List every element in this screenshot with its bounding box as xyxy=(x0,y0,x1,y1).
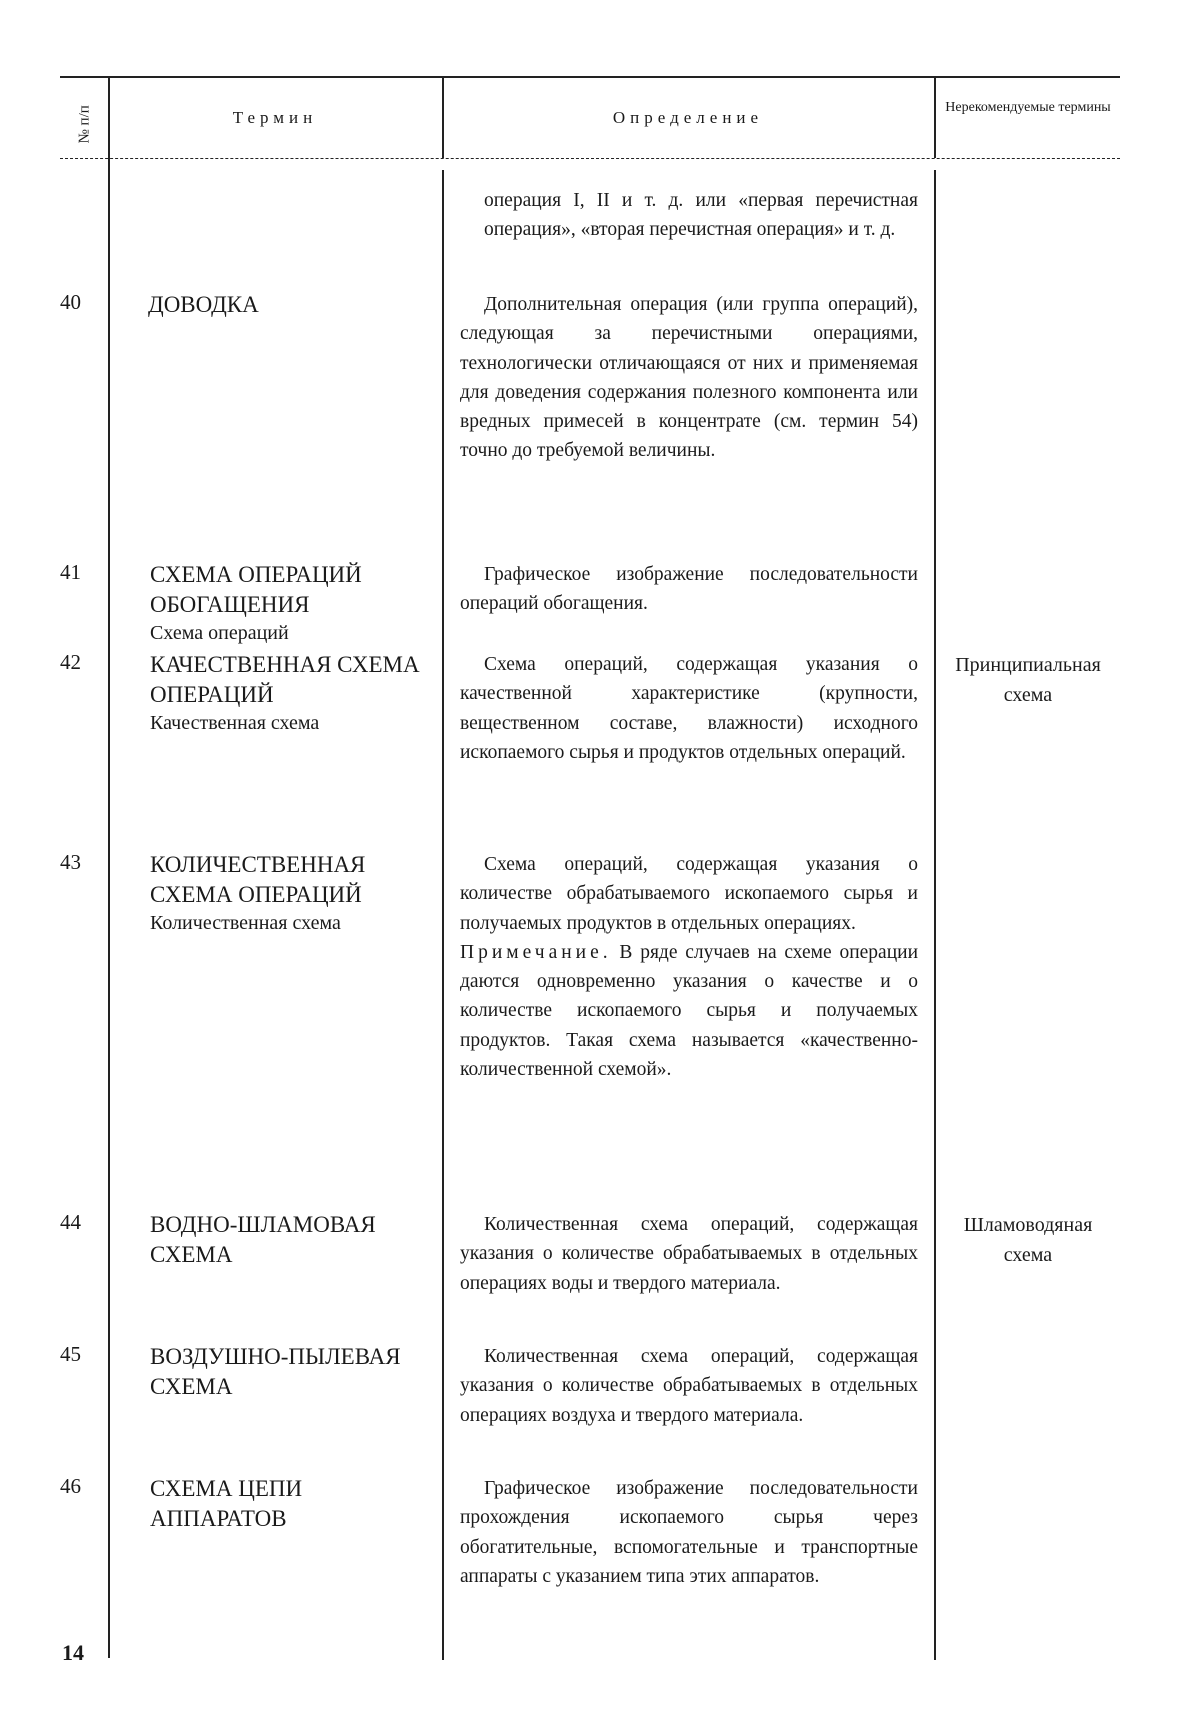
entry-term xyxy=(128,650,438,736)
term-synonym: Схема операций xyxy=(150,622,289,644)
entry-definition xyxy=(460,850,918,1084)
header-num: № п/п xyxy=(76,105,93,144)
entry-term xyxy=(128,560,438,646)
header-term: Термин xyxy=(232,108,318,127)
definition-text: Графическое изображение последовательности прохождения ископаемого сырья через обогатительные, вспомогательные и транспортные аппараты с указанием типа этих аппаратов. xyxy=(460,1478,918,1587)
entry-number: 40 xyxy=(60,290,81,314)
definition-text: Количественная схема операций, содержащая указания о количестве обрабатываемых в отдельных операциях воздуха и твердого материала. xyxy=(460,1346,918,1426)
entry-definition xyxy=(460,650,918,767)
entry-definition xyxy=(460,560,918,619)
definition-continuation xyxy=(460,186,918,245)
definition-text: Схема операций, содержащая указания о количестве обрабатываемого ископаемого сырья и получаемых продуктов в отдельных операциях. xyxy=(460,854,918,934)
entry-term xyxy=(128,1342,438,1402)
continuation-text: операция I, II и т. д. или «первая перечистная операция», «вторая перечистная операция» и т. д. xyxy=(484,190,918,241)
col-divider-def xyxy=(442,170,444,1660)
col-divider-def-header xyxy=(934,78,936,158)
entry-number: 45 xyxy=(60,1342,81,1366)
entry-definition xyxy=(460,1210,918,1298)
header-bottom-rule xyxy=(60,158,1120,159)
term-text: КАЧЕСТВЕННАЯ СХЕМА ОПЕРАЦИЙ xyxy=(150,652,420,707)
term-text: СХЕМА ЦЕПИ АППАРАТОВ xyxy=(150,1476,303,1531)
definition-text: Графическое изображение последовательности операций обогащения. xyxy=(460,564,918,615)
term-text: ВОЗДУШНО-ПЫЛЕВАЯ СХЕМА xyxy=(150,1344,401,1399)
entry-nonrecommended: Шламоводяная схема xyxy=(963,1214,1093,1266)
header-definition: Определение xyxy=(612,108,764,127)
entry-definition xyxy=(460,1474,918,1591)
entry-number: 46 xyxy=(60,1474,81,1498)
term-text: СХЕМА ОПЕРАЦИЙ ОБОГАЩЕНИЯ xyxy=(150,562,362,617)
header-nonrecommended: Нерекомендуемые термины xyxy=(945,100,1111,115)
page-number: 14 xyxy=(62,1640,84,1665)
definition-note xyxy=(460,938,918,1084)
definition-text: Схема операций, содержащая указания о качественной характеристике (крупности, вещественном составе, влажности) исходного ископаемого сырья и продуктов отдельных операций. xyxy=(460,654,918,763)
definition-text: Дополнительная операция (или группа операций), следующая за перечистными операциями, технологически отличающаяся от них и применяемая для доведения содержания полезного компонента или вредных примесей в концентрате (см. термин 54) точно до требуемой величины. xyxy=(460,294,918,462)
entry-number: 43 xyxy=(60,850,81,874)
term-text: КОЛИЧЕСТВЕННАЯ СХЕМА ОПЕРАЦИЙ xyxy=(150,852,366,907)
col-divider-num xyxy=(108,78,110,1658)
col-divider-nonrec xyxy=(934,170,936,1660)
entry-number: 44 xyxy=(60,1210,81,1234)
definition-text: Количественная схема операций, содержащая указания о количестве обрабатываемых в отдельных операциях воды и твердого материала. xyxy=(460,1214,918,1294)
entry-term xyxy=(128,290,458,320)
entry-definition xyxy=(460,290,918,466)
header-top-rule xyxy=(60,76,1120,78)
entry-number: 42 xyxy=(60,650,81,674)
entry-term xyxy=(128,1210,438,1270)
term-synonym: Количественная схема xyxy=(150,912,341,934)
entry-term xyxy=(128,850,438,936)
entry-term xyxy=(128,1474,438,1534)
term-synonym: Качественная схема xyxy=(150,712,320,734)
note-text: В ряде случаев на схеме операции даются одновременно указания о качестве и о количестве ископаемого сырья и получаемых продуктов. Такая схема называется «качественно-количественной схемой». xyxy=(460,941,919,1081)
term-text: ДОВОДКА xyxy=(148,292,259,317)
note-label: Примечание. xyxy=(460,941,612,963)
entry-nonrecommended: Принципиальная схема xyxy=(955,654,1101,706)
col-divider-term xyxy=(442,78,444,158)
entry-number: 41 xyxy=(60,560,81,584)
entry-definition xyxy=(460,1342,918,1430)
term-text: ВОДНО-ШЛАМОВАЯ СХЕМА xyxy=(150,1212,376,1267)
